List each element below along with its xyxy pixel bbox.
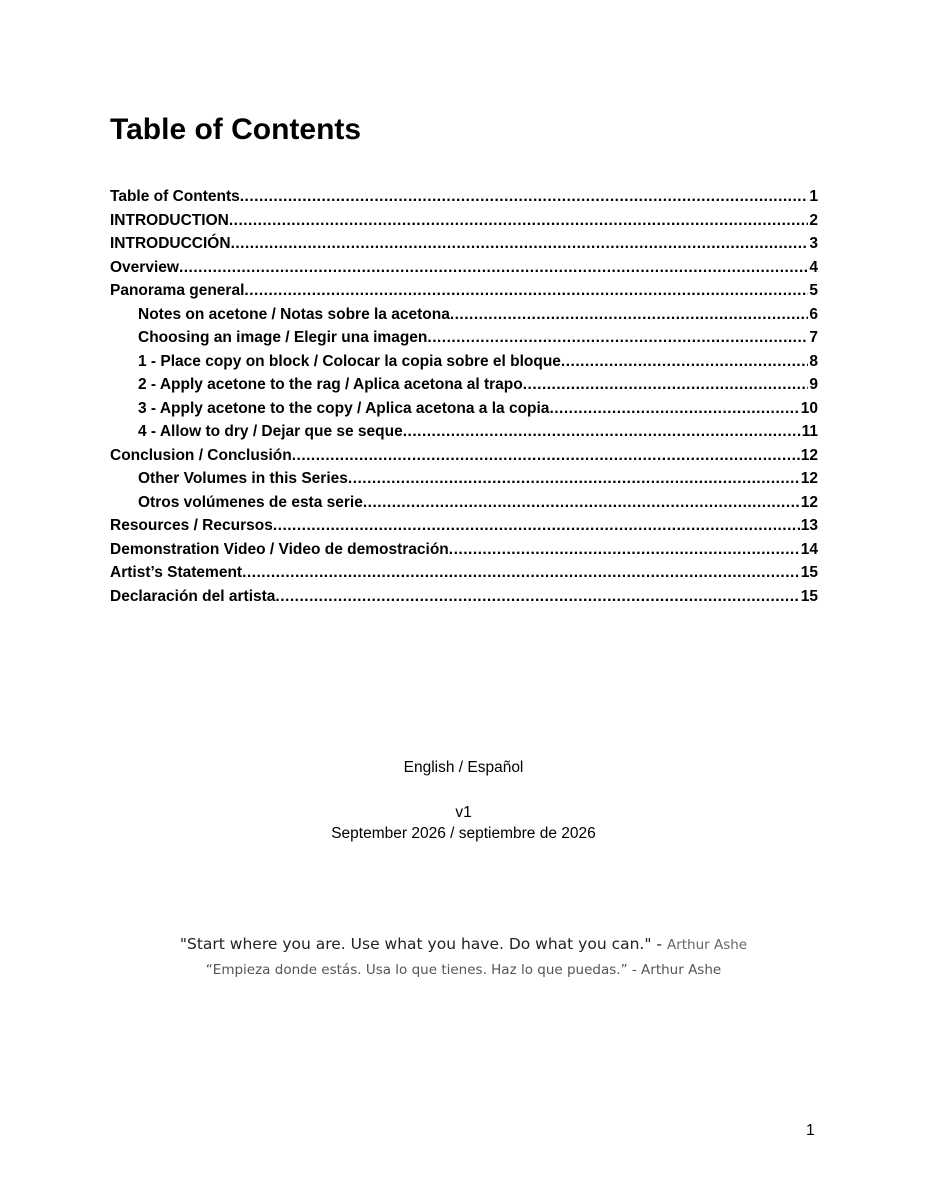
toc-entry[interactable] [110,561,818,585]
toc-entry-title[interactable]: INTRODUCTION [110,211,229,229]
toc-entry[interactable] [110,444,818,468]
languages-line: English / Español [403,759,524,776]
toc-entry-page[interactable]: 12 [800,446,818,464]
toc-entry[interactable] [110,397,818,421]
toc-dot-leader [523,373,809,397]
toc-entry-title[interactable]: 4 - Allow to dry / Dejar que se seque [138,423,403,440]
toc-entry-title[interactable]: 1 - Place copy on block / Colocar la copia sobre el bloque [138,352,561,370]
toc-dot-leader [240,185,809,209]
toc-entry-page[interactable]: 11 [801,423,818,440]
toc-dot-leader [242,561,800,585]
toc-dot-leader [427,326,808,350]
publication-date: September 2026 / septiembre de 2026 [331,825,596,842]
toc-entry[interactable] [110,303,818,327]
toc-dot-leader [449,538,800,562]
toc-entry[interactable] [110,538,818,562]
toc-entry[interactable] [110,350,818,374]
toc-dot-leader [273,514,800,538]
toc-entry-title[interactable]: Declaración del artista [110,587,276,605]
toc-entry-title[interactable]: Overview [110,258,179,276]
toc-entry[interactable] [110,279,818,303]
toc-entry-title[interactable]: INTRODUCCIÓN [110,235,231,252]
toc-entry-page[interactable]: 2 [809,211,818,229]
toc-entry-page[interactable]: 10 [800,399,818,417]
quote-spanish [0,962,927,978]
toc-entry-page[interactable]: 1 [809,188,818,205]
page-title: Table of Contents [110,113,362,146]
toc-entry-title[interactable]: Conclusion / Conclusión [110,446,292,464]
toc-entry-title[interactable]: Resources / Recursos [110,517,273,534]
quote-english-author: Arthur Ashe [666,937,748,953]
toc-dot-leader [561,350,808,374]
toc-entry-page[interactable]: 3 [809,235,818,252]
toc-dot-leader [363,491,800,515]
toc-entry[interactable] [110,326,818,350]
toc-entry[interactable] [110,585,818,609]
toc-entry-title[interactable]: Demonstration Video / Video de demostración [110,540,449,558]
toc-entry-title[interactable]: Other Volumes in this Series [138,470,348,487]
quote-english [0,935,927,953]
toc-entry-page[interactable]: 5 [809,282,818,299]
version-label: v1 [455,804,472,821]
toc-entry[interactable] [110,420,818,444]
toc-entry[interactable] [110,514,818,538]
toc-entry-page[interactable]: 4 [809,258,818,276]
toc-dot-leader [549,397,799,421]
toc-entry-page[interactable]: 9 [809,376,818,393]
toc-dot-leader [348,467,800,491]
toc-dot-leader [292,444,800,468]
toc-entry[interactable] [110,209,818,233]
toc-entry[interactable] [110,232,818,256]
toc-entry[interactable] [110,185,818,209]
toc-entry-title[interactable]: Artist’s Statement [110,564,243,581]
toc-dot-leader [231,232,809,256]
toc-entry-title[interactable]: Notes on acetone / Notas sobre la acetona [138,305,450,323]
toc-entry-page[interactable]: 6 [809,305,818,323]
toc-entry[interactable] [110,373,818,397]
toc-entry[interactable] [110,256,818,280]
toc-dot-leader [450,303,809,327]
page-number: 1 [806,1122,815,1139]
toc-entry-page[interactable]: 15 [800,587,818,605]
toc-dot-leader [179,256,808,280]
toc-entry-page[interactable]: 12 [800,493,818,511]
toc-dot-leader [229,209,809,233]
toc-entry-title[interactable]: Choosing an image / Elegir una imagen [138,329,428,346]
toc-entry-page[interactable]: 7 [809,329,818,346]
toc-entry-title[interactable]: Panorama general [110,282,245,299]
toc-dot-leader [275,585,799,609]
toc-entry-page[interactable]: 15 [800,564,818,581]
table-of-contents [110,185,818,608]
toc-entry-page[interactable]: 13 [800,517,818,534]
toc-entry[interactable] [110,467,818,491]
toc-entry-page[interactable]: 12 [800,470,818,487]
quote-english-text: "Start where you are. Use what you have. Do what you can." - [179,935,663,953]
toc-entry-title[interactable]: 3 - Apply acetone to the copy / Aplica acetona a la copia [138,399,550,417]
quote-spanish-author: Arthur Ashe [641,962,722,978]
toc-entry[interactable] [110,491,818,515]
toc-dot-leader [403,420,801,444]
toc-entry-title[interactable]: Otros volúmenes de esta serie [138,493,363,511]
toc-entry-title[interactable]: Table of Contents [110,188,240,205]
toc-entry-page[interactable]: 14 [800,540,818,558]
quote-spanish-text: “Empieza donde estás. Usa lo que tienes. Haz lo que puedas.” - [205,962,637,978]
toc-entry-page[interactable]: 8 [809,352,818,370]
toc-entry-title[interactable]: 2 - Apply acetone to the rag / Aplica acetona al trapo [138,376,523,393]
toc-dot-leader [244,279,808,303]
